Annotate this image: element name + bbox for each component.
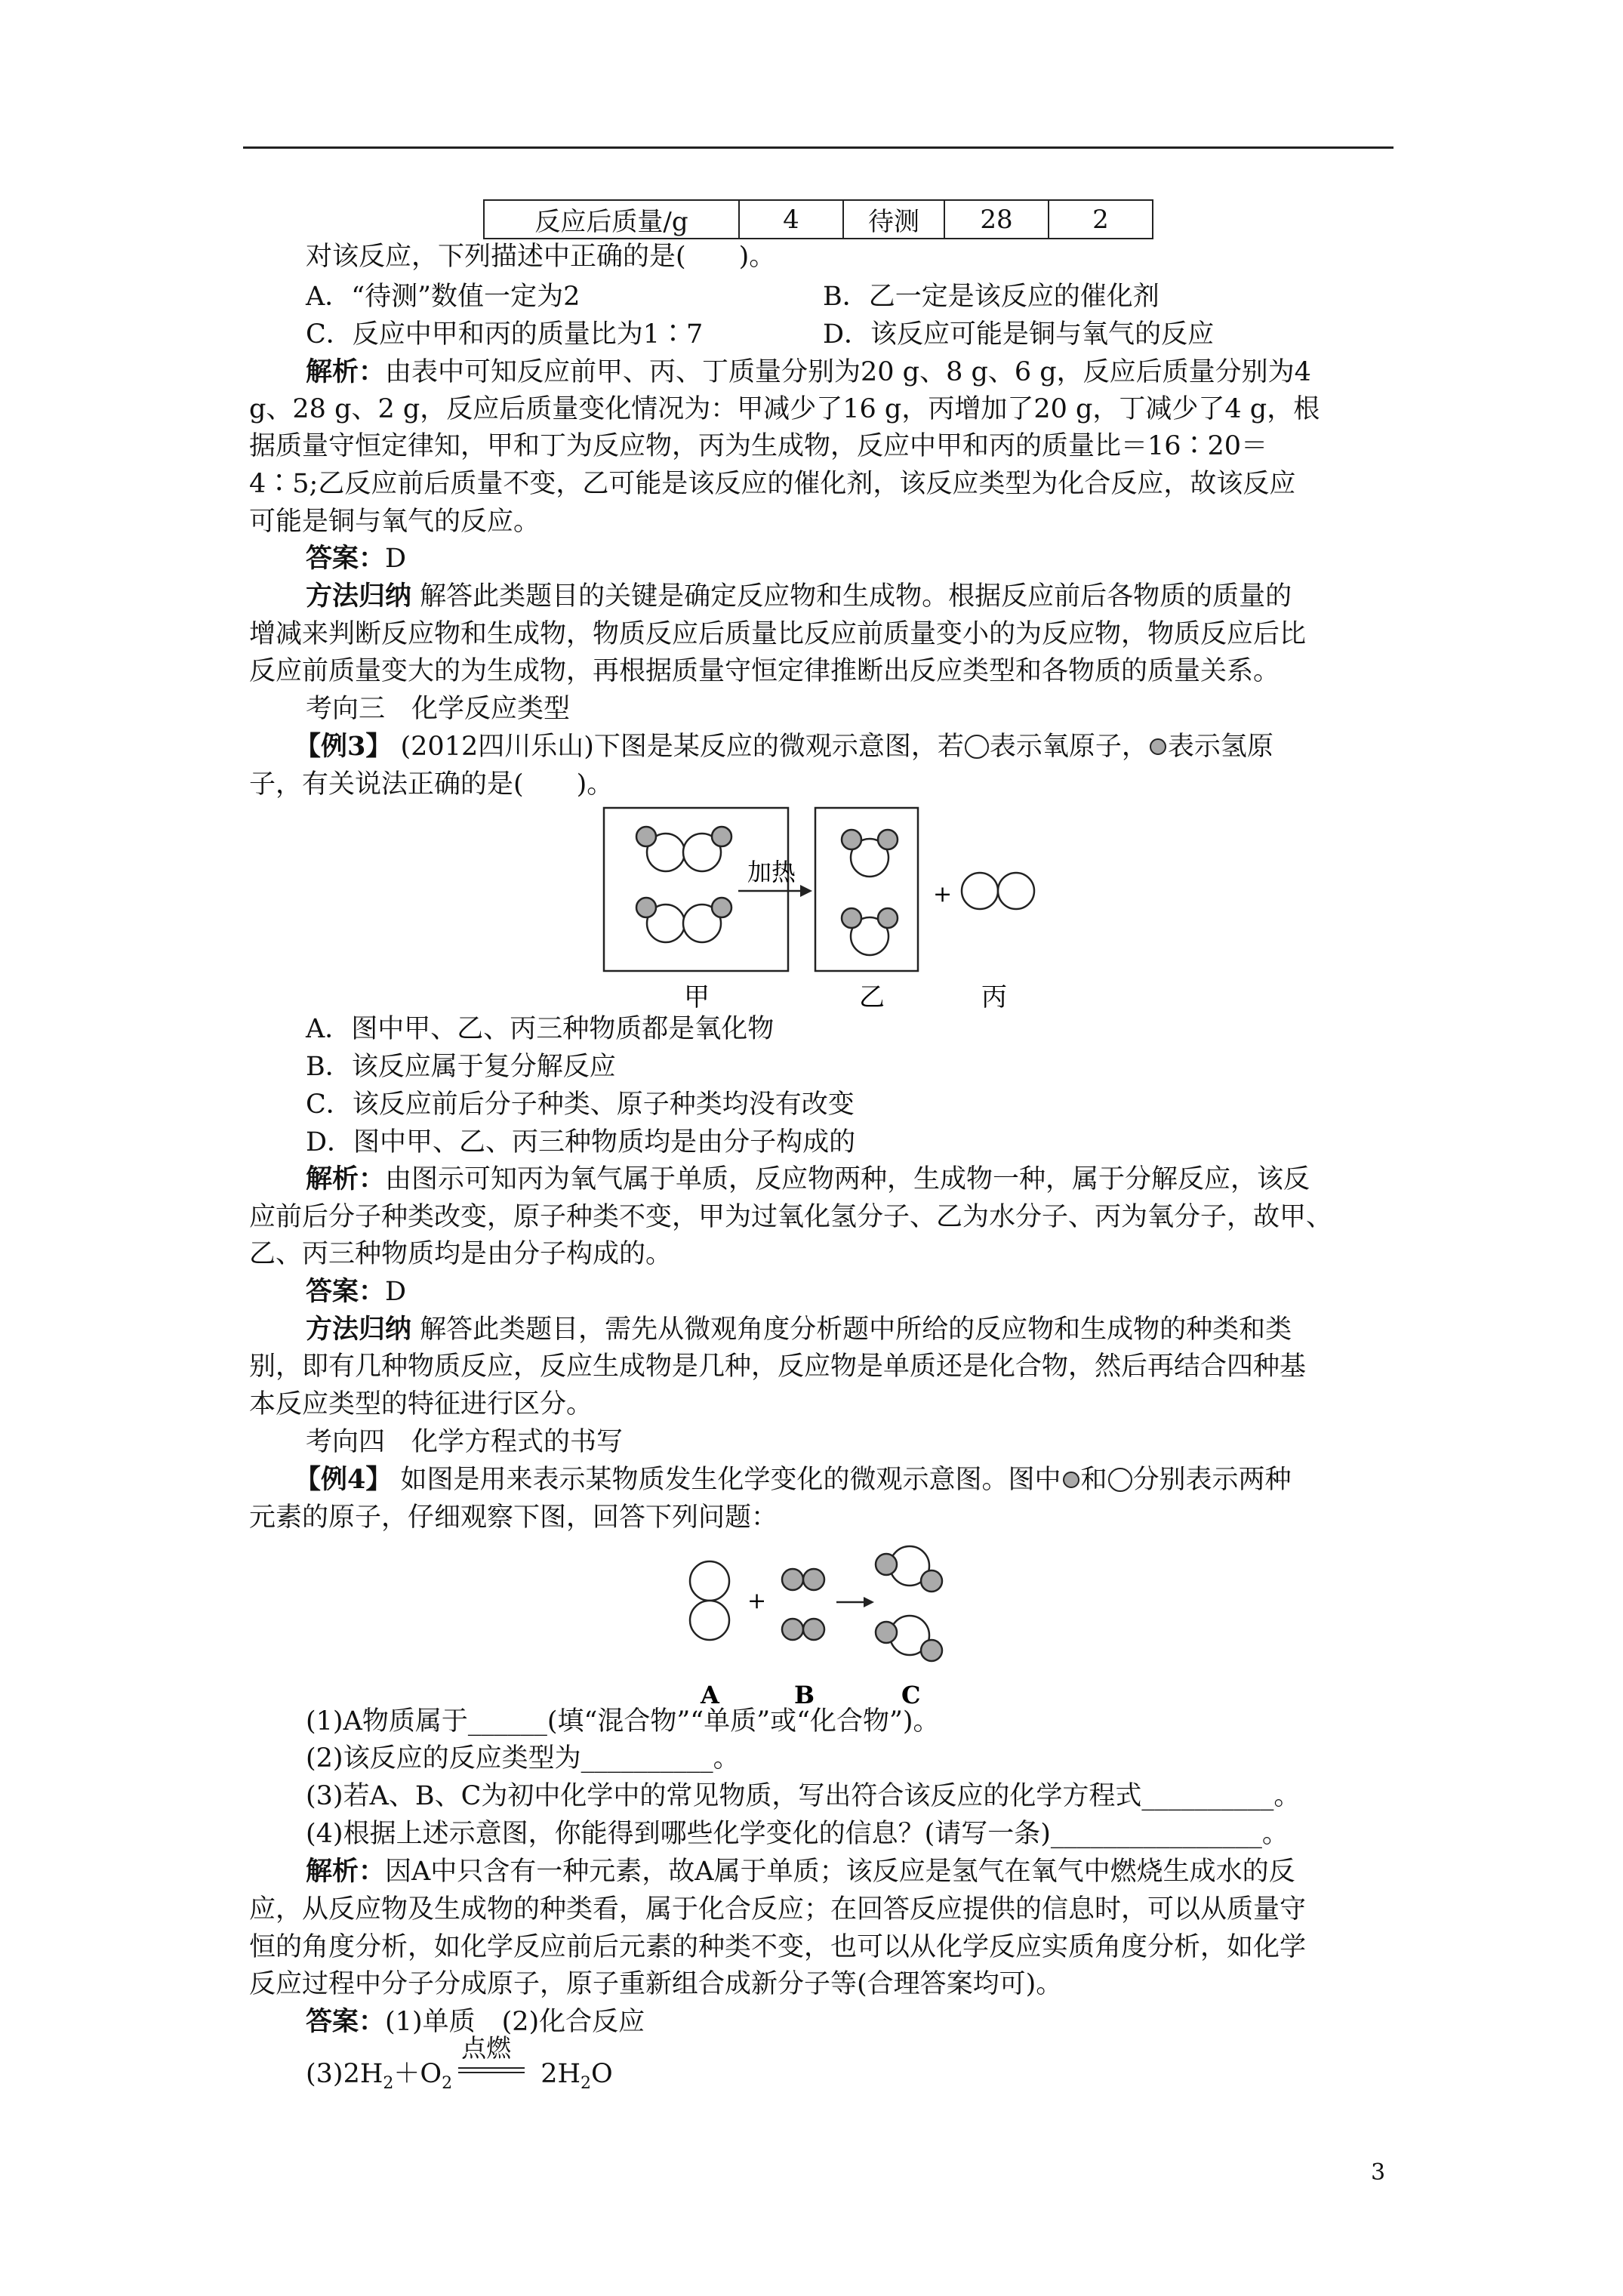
hydrogen-atom-icon: [1148, 737, 1168, 757]
arrow-head-icon: [864, 1597, 874, 1607]
method-line: 别，即有几种物质反应，反应生成物是几种，反应物是单质还是化合物，然后再结合四种基: [249, 1351, 1307, 1382]
gray-atom-icon: [1061, 1470, 1081, 1490]
analysis-line: 解析：由图示可知丙为氧气属于单质，反应物两种，生成物一种，属于分解反应，该反: [306, 1163, 1310, 1194]
option-b: B．该反应属于复分解反应: [306, 1052, 616, 1082]
example-4-line: 元素的原子，仔细观察下图，回答下列问题：: [249, 1502, 778, 1533]
box-jia: [604, 808, 788, 971]
example-3-line: 子，有关说法正确的是( )。: [249, 769, 614, 800]
plus-sign: +: [933, 881, 953, 908]
label-bing: 丙: [981, 982, 1007, 1012]
table-cell: 待测: [843, 200, 944, 239]
molecule-c: [876, 1546, 942, 1592]
o2-molecule: [962, 873, 1034, 909]
answer-label: 答案：: [306, 1276, 386, 1307]
analysis-line: 据质量守恒定律知，甲和丁为反应物，丙为生成物，反应中甲和丙的质量比＝16∶20＝: [249, 431, 1268, 461]
reaction-diagram-4: [679, 1534, 951, 1708]
plus-sign: +: [747, 1588, 767, 1614]
analysis-line: 应前后分子种类改变，原子种类不变，甲为过氧化氢分子、乙为水分子、丙为氧分子，故甲、: [249, 1202, 1333, 1232]
analysis-line: g、28 g、2 g，反应后质量变化情况为：甲减少了16 g，丙增加了20 g，丁减少了4 g，根: [249, 394, 1320, 424]
method-line: 本反应类型的特征进行区分。: [249, 1389, 593, 1419]
answer-label: 答案：: [306, 543, 386, 574]
analysis-label: 解析：: [306, 1856, 386, 1887]
option-d: D．该反应可能是铜与氧气的反应: [823, 319, 1215, 350]
analysis-line: 解析：因A中只含有一种元素，故A属于单质；该反应是氢气在氧气中燃烧生成水的反: [306, 1856, 1295, 1887]
option-d: D．图中甲、乙、丙三种物质均是由分子构成的: [306, 1127, 856, 1157]
method-line: 增减来判断反应物和生成物，物质反应后质量比反应前质量变小的为反应物，物质反应后比: [249, 619, 1307, 649]
method-line: 方法归纳 解答此类题目，需先从微观角度分析题中所给的反应物和生成物的种类和类: [306, 1314, 1292, 1345]
example-label: 【例4】: [294, 1464, 393, 1495]
label-b: B: [794, 1681, 815, 1709]
table-cell: 28: [944, 200, 1049, 239]
question-item: (1)A物质属于______(填“混合物”“单质”或“化合物”)。: [306, 1706, 940, 1737]
question-item: (2)该反应的反应类型为__________。: [306, 1743, 740, 1774]
answer-line: 答案：(1)单质 (2)化合反应: [306, 2006, 645, 2037]
table-cell: 4: [739, 200, 843, 239]
section-heading: 考向四 化学方程式的书写: [306, 1427, 624, 1457]
oxygen-atom-icon: [964, 734, 990, 760]
molecule-b: [782, 1569, 824, 1640]
option-c: C．该反应前后分子种类、原子种类均没有改变: [306, 1089, 855, 1120]
example-3-line: 【例3】 (2012四川乐山)下图是某反应的微观示意图，若 表示氧原子， 表示氢原: [294, 731, 1273, 762]
label-a: A: [701, 1681, 719, 1709]
option-a: A．“待测”数值一定为2: [306, 282, 581, 312]
white-atom-icon: [1107, 1467, 1133, 1493]
analysis-line: 恒的角度分析，如化学反应前后元素的种类不变，也可以从化学反应实质角度分析，如化学: [249, 1932, 1307, 1962]
molecule-a: [690, 1561, 729, 1640]
equation-condition: 点燃: [458, 2055, 526, 2085]
example-4-line: 【例4】 如图是用来表示某物质发生化学变化的微观示意图。图中 和 分别表示两种: [294, 1464, 1292, 1495]
answer-label: 答案：: [306, 2006, 386, 2037]
question-item: (4)根据上述示意图，你能得到哪些化学变化的信息？(请写一条)________________。: [306, 1819, 1289, 1849]
heat-label: 加热: [747, 858, 796, 886]
molecule-c: [876, 1616, 942, 1661]
analysis-line: 可能是铜与氧气的反应。: [249, 507, 540, 537]
page-number: 3: [1371, 2159, 1386, 2186]
answer-line: 答案：D: [306, 1276, 407, 1307]
option-a: A．图中甲、乙、丙三种物质都是氧化物: [306, 1014, 775, 1044]
label-yi: 乙: [859, 982, 885, 1012]
answer-line: 答案：D: [306, 543, 407, 574]
option-b: B．乙一定是该反应的催化剂: [823, 282, 1160, 312]
analysis-line: 解析：由表中可知反应前甲、丙、丁质量分别为20 g、8 g、6 g，反应后质量分别为4: [306, 356, 1311, 387]
method-label: 方法归纳: [306, 1314, 412, 1345]
label-jia: 甲: [684, 982, 710, 1012]
table-cell: 反应后质量/g: [484, 200, 739, 239]
method-line: 反应前质量变大的为生成物，再根据质量守恒定律推断出反应类型和各物质的质量关系。: [249, 656, 1280, 686]
analysis-label: 解析：: [306, 1163, 386, 1194]
equation-line: $(3)2H_2+O_2$ 点燃 $2H_2O$: [306, 2033, 613, 2093]
table-cell: 2: [1049, 200, 1153, 239]
analysis-line: 应，从反应物及生成物的种类看，属于化合反应；在回答反应提供的信息时，可以从质量守: [249, 1894, 1307, 1925]
arrow-head-icon: [800, 885, 812, 897]
question-item: (3)若A、B、C为初中化学中的常见物质，写出符合该反应的化学方程式__________。: [306, 1781, 1301, 1811]
analysis-label: 解析：: [306, 356, 386, 387]
section-heading: 考向三 化学反应类型: [306, 694, 571, 724]
label-c: C: [901, 1681, 921, 1709]
table-row: [484, 200, 1153, 239]
reaction-diagram-3: [596, 806, 1064, 1010]
method-line: 方法归纳 解答此类题目的关键是确定反应物和生成物。根据反应前后各物质的质量的: [306, 581, 1292, 612]
method-label: 方法归纳: [306, 581, 412, 612]
question-stem: 对该反应，下列描述中正确的是( )。: [306, 242, 776, 272]
analysis-line: 乙、丙三种物质均是由分子构成的。: [249, 1239, 673, 1269]
header-rule: [243, 146, 1394, 149]
example-label: 【例3】: [294, 731, 393, 762]
mass-table: [483, 199, 1153, 239]
option-c: C．反应中甲和丙的质量比为1∶7: [306, 319, 704, 350]
analysis-line: 反应过程中分子分成原子，原子重新组合成新分子等(合理答案均可)。: [249, 1969, 1063, 1999]
analysis-line: 4∶5;乙反应前后质量不变，乙可能是该反应的催化剂，该反应类型为化合反应，故该反应: [249, 469, 1296, 499]
